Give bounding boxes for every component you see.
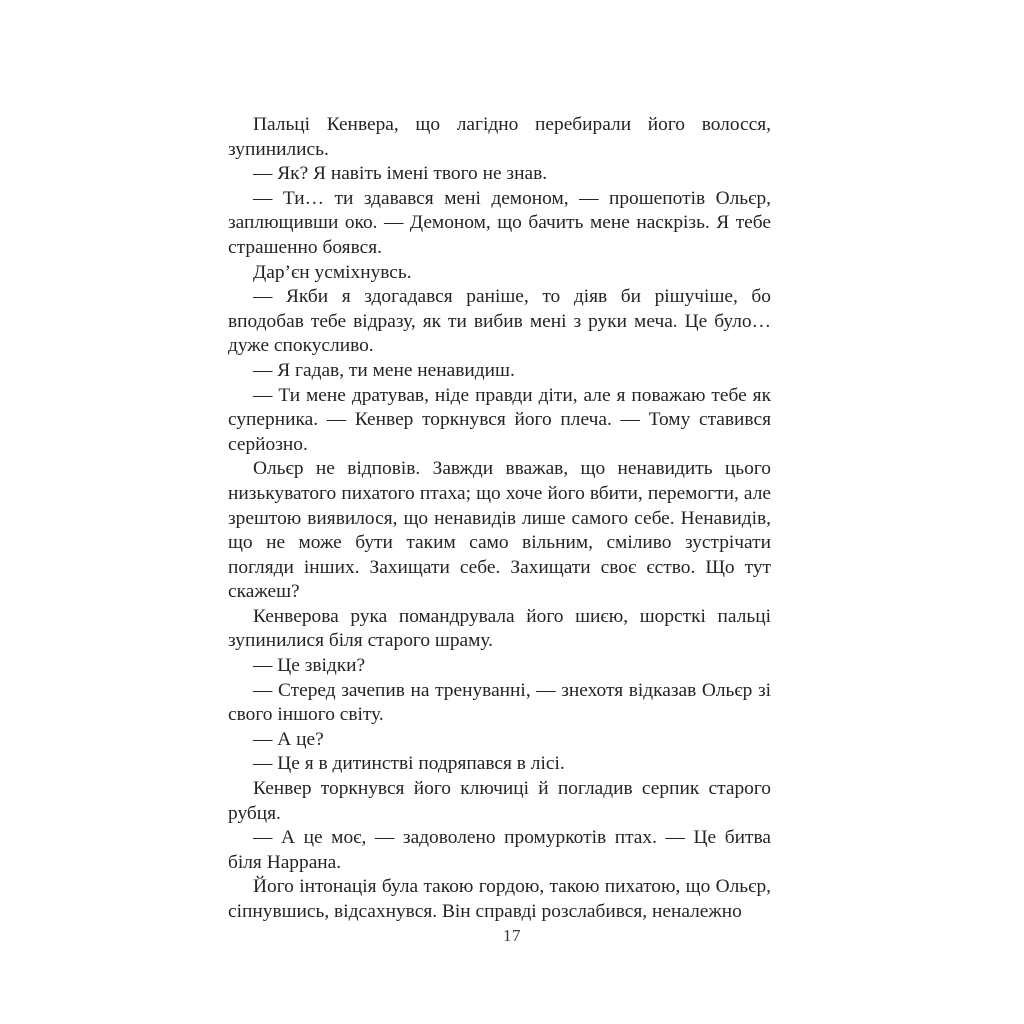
paragraph: — Я гадав, ти мене ненавидиш. — [253, 359, 515, 381]
paragraph: — А це моє, — задоволено промуркотів птах. — Це битва біля Наррана. — [228, 827, 771, 873]
paragraph: — Ти… ти здавався мені демоном, — прошепотів Ольєр, заплющивши око. — Демоном, що бачить мене наскрізь. Я тебе страшенно боявся. — [228, 187, 771, 258]
paragraph: Пальці Кенвера, що лагідно перебирали його волосся, зупинились. — [228, 114, 771, 160]
paragraph: — А це? — [253, 728, 324, 750]
paragraph: — Якби я здогадався раніше, то діяв би рішучіше, бо вподобав тебе відразу, як ти вибив мені з руки меча. Це було… дуже спокусливо. — [228, 286, 771, 357]
paragraph: Дар’єн усміхнувсь. — [253, 261, 412, 283]
paragraph: Його інтонація була такою гордою, такою пихатою, що Ольєр, сіпнувшись, відсахнувся. Він справді розслабився, неналежно — [228, 876, 771, 922]
paragraph: — Стеред зачепив на тренуванні, — знехотя відказав Ольєр зі свого іншого світу. — [228, 679, 771, 726]
paragraph: Кенвер торкнувся його ключиці й погладив серпик старого рубця. — [228, 778, 771, 824]
paragraph: — Це я в дитинстві подряпався в лісі. — [253, 753, 565, 775]
paragraph: Кенверова рука помандрувала його шиєю, шорсткі пальці зупинилися біля старого шраму. — [228, 605, 771, 652]
page-text-block — [228, 113, 771, 925]
paragraph: — Це звідки? — [253, 655, 366, 677]
paragraph: — Як? Я навіть імені твого не знав. — [253, 163, 548, 185]
paragraph: — Ти мене дратував, ніде правди діти, але я поважаю тебе як суперника. — Кенвер торкнувся його плеча. — Тому ставився серйозно. — [228, 384, 771, 455]
page-number: 17 — [503, 926, 521, 945]
paragraph: Ольєр не відповів. Завжди вважав, що ненавидить цього низькуватого пихатого птаха; що хоче його вбити, перемогти, але зрештою виявилося, що ненавидів лише самого себе. Ненавидів, що не може бути таким само вільним, сміливо зустрічати погляди інших. Захищати себе. Захищати своє єство. Що тут скажеш? — [228, 458, 771, 603]
